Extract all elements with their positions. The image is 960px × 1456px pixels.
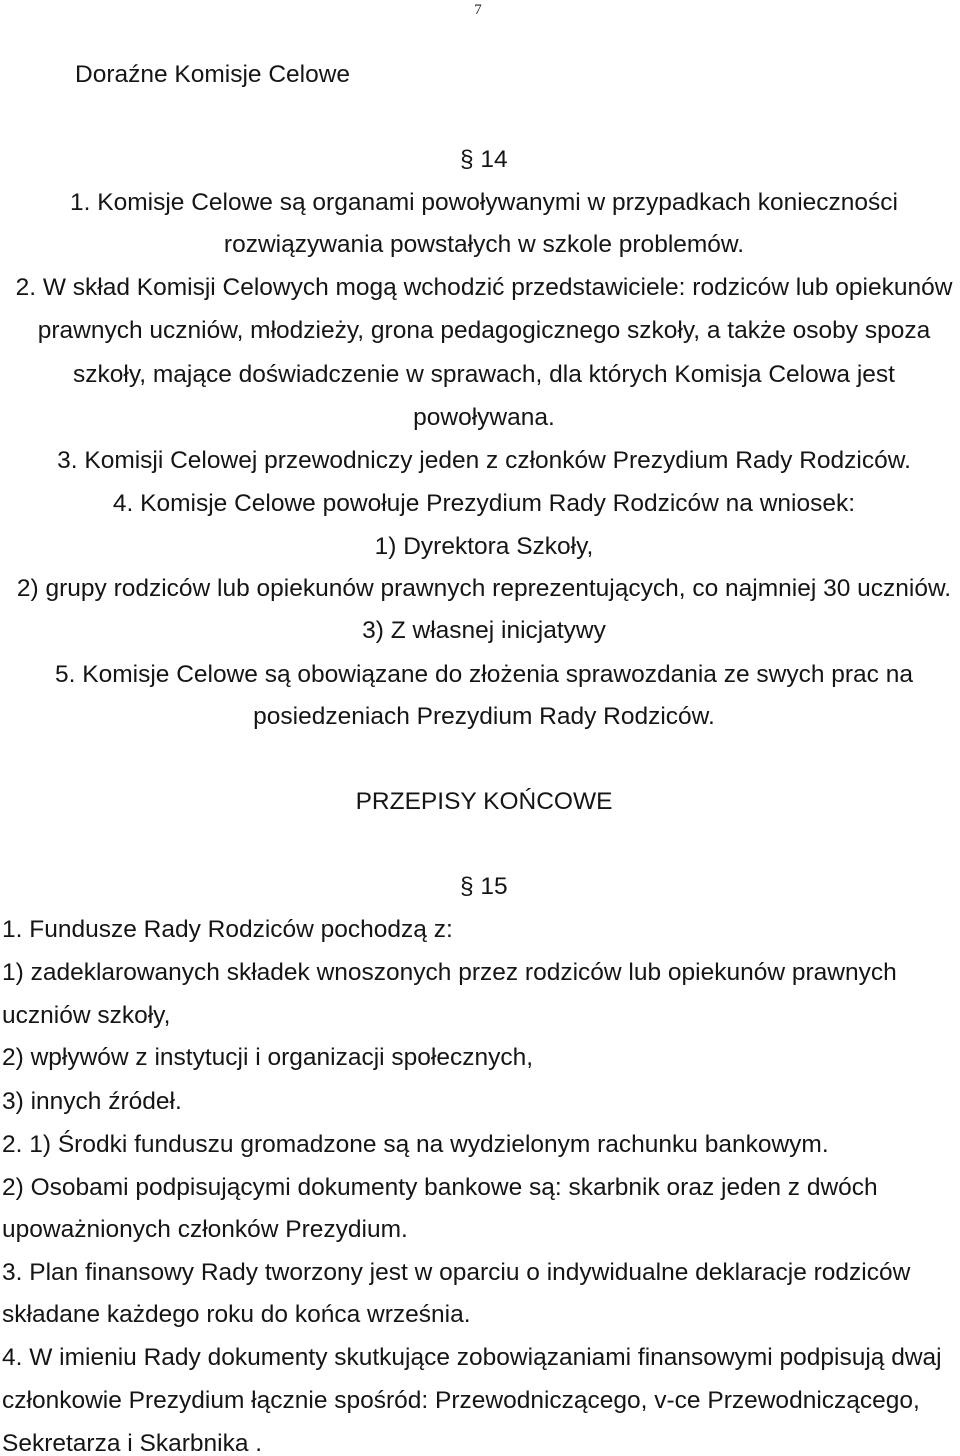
paragraph-mark-14: § 14: [460, 146, 508, 173]
text-line: prawnych uczniów, młodzieży, grona pedagogicznego szkoły, a także osoby spoza: [37, 317, 931, 344]
text-line: rozwiązywania powstałych w szkole problemów.: [223, 231, 745, 258]
text-line: uczniów szkoły,: [2, 1002, 171, 1029]
text-line: 2. 1) Środki funduszu gromadzone są na wydzielonym rachunku bankowym.: [2, 1131, 829, 1158]
text-line: 4. W imieniu Rady dokumenty skutkujące zobowiązaniami finansowymi podpisują dwaj: [2, 1344, 942, 1371]
text-line: 4. Komisje Celowe powołuje Prezydium Rady Rodziców na wniosek:: [112, 490, 856, 517]
text-line: posiedzeniach Prezydium Rady Rodziców.: [253, 703, 715, 730]
closing-heading: PRZEPISY KOŃCOWE: [355, 788, 613, 815]
text-line: Sekretarza i Skarbnika .: [2, 1430, 263, 1456]
text-line: członkowie Prezydium łącznie spośród: Przewodniczącego, v-ce Przewodniczącego,: [2, 1387, 920, 1414]
text-line: powoływana.: [413, 404, 555, 431]
text-line: 2) grupy rodziców lub opiekunów prawnych reprezentujących, co najmniej 30 uczniów.: [16, 575, 952, 602]
text-line: upoważnionych członków Prezydium.: [2, 1216, 408, 1243]
text-line: 1) Dyrektora Szkoły,: [374, 533, 594, 560]
text-line: 2) Osobami podpisującymi dokumenty bankowe są: skarbnik oraz jeden z dwóch: [2, 1174, 878, 1201]
text-line: 1. Fundusze Rady Rodziców pochodzą z:: [2, 916, 453, 943]
paragraph-mark-15: § 15: [460, 873, 508, 900]
text-line: 5. Komisje Celowe są obowiązane do złożenia sprawozdania ze swych prac na: [55, 661, 913, 688]
text-line: 1. Komisje Celowe są organami powoływanymi w przypadkach konieczności: [70, 189, 898, 216]
text-line: 3. Komisji Celowej przewodniczy jeden z członków Prezydium Rady Rodziców.: [57, 447, 911, 474]
text-line: 2) wpływów z instytucji i organizacji społecznych,: [2, 1044, 534, 1071]
text-line: szkoły, mające doświadczenie w sprawach, dla których Komisja Celowa jest: [73, 361, 895, 388]
text-line: 1) zadeklarowanych składek wnoszonych przez rodziców lub opiekunów prawnych: [2, 959, 897, 986]
section-heading: Doraźne Komisje Celowe: [75, 61, 351, 88]
text-line: składane każdego roku do końca września.: [2, 1301, 471, 1328]
text-line: 3) Z własnej inicjatywy: [362, 617, 606, 644]
text-line: 2. W skład Komisji Celowych mogą wchodzić przedstawiciele: rodziców lub opiekunów: [15, 274, 953, 301]
text-line: 3) innych źródeł.: [2, 1088, 182, 1115]
text-line: 3. Plan finansowy Rady tworzony jest w oparciu o indywidualne deklaracje rodziców: [2, 1259, 911, 1286]
page-number: 7: [474, 2, 482, 18]
